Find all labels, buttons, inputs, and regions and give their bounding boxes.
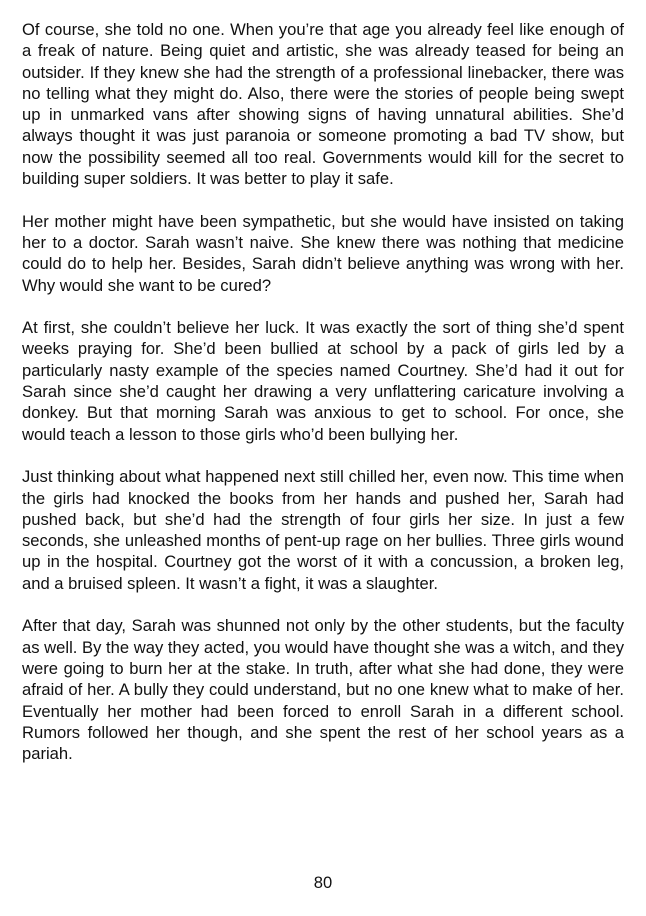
paragraph-2: Her mother might have been sympathetic, but she would have insisted on taking her to a doctor. Sarah wasn’t naive. She knew there was nothing that medicine could do to help her. Besides, Sarah didn’t believe anything was wrong with her. Why would she want to be cured? xyxy=(22,211,624,295)
page-number: 80 xyxy=(313,873,333,892)
body-text xyxy=(22,19,624,786)
paragraph-4: Just thinking about what happened next still chilled her, even now. This time when the girls had knocked the books from her hands and pushed her, Sarah had pushed back, but she’d had the strength of four girls her size. In just a few seconds, she unleashed months of pent-up rage on her bullies. Three girls wound up in the hospital. Courtney got the worst of it with a concussion, a broken leg, and a bruised spleen. It wasn’t a fight, it was a slaughter. xyxy=(22,467,624,593)
paragraph-3: At first, she couldn’t believe her luck. It was exactly the sort of thing she’d spent weeks praying for. She’d been bullied at school by a pack of girls led by a particularly nasty example of the species named Courtney. She’d had it out for Sarah since she’d caught her drawing a very unflattering caricature involving a donkey. But that morning Sarah was anxious to get to school. For once, she would teach a lesson to those girls who’d been bullying her. xyxy=(22,318,624,444)
paragraph-1: Of course, she told no one. When you’re that age you already feel like enough of a freak of nature. Being quiet and artistic, she was already teased for being an outsider. If they knew she had the strength of a professional linebacker, there was no telling what they might do. Also, there were the stories of people being swept up in unmarked vans after showing signs of having unnatural abilities. She’d always thought it was just paranoia or someone promoting a bad TV show, but now the possibility seemed all too real. Governments would kill for the secret to building super soldiers. It was better to play it safe. xyxy=(22,20,624,189)
paragraph-5: After that day, Sarah was shunned not only by the other students, but the faculty as well. By the way they acted, you would have thought she was a witch, and they were going to burn her at the stake. In truth, after what she had done, they were afraid of her. A bully they could understand, but no one knew what to make of her. Eventually her mother had been forced to enroll Sarah in a different school. Rumors followed her though, and she spent the rest of her school years as a pariah. xyxy=(22,616,624,764)
